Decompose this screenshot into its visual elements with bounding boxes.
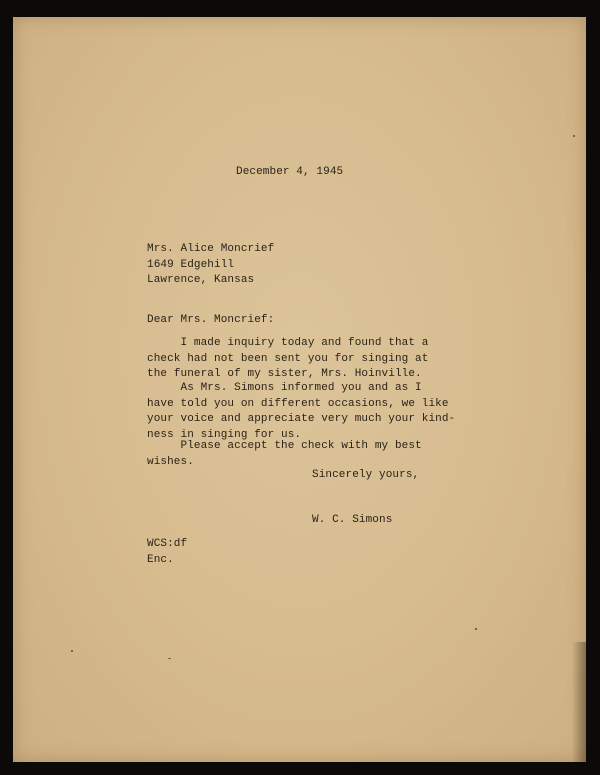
- complimentary-closing: Sincerely yours,: [312, 469, 420, 481]
- paper-speck: [71, 650, 73, 652]
- paragraph-line: the funeral of my sister, Mrs. Hoinville.: [147, 368, 422, 381]
- recipient-address: [147, 242, 274, 289]
- reference-initials: WCS:df: [147, 538, 188, 550]
- signer-name: W. C. Simons: [312, 514, 393, 526]
- paper-speck: [475, 628, 477, 630]
- paragraph-line: have told you on different occasions, we like: [147, 397, 449, 410]
- paper-speck: [168, 658, 171, 659]
- paragraph-line: As Mrs. Simons informed you and as I: [147, 382, 422, 394]
- paragraph-line: your voice and appreciate very much your kind-: [147, 413, 456, 426]
- salutation: Dear Mrs. Moncrief:: [147, 314, 275, 326]
- paragraph-line: I made inquiry today and found that a: [147, 337, 429, 349]
- paragraph-line: wishes.: [147, 455, 194, 468]
- enclosure-notation: Enc.: [147, 553, 174, 566]
- body-paragraph-1: [147, 336, 428, 383]
- paragraph-line: check had not been sent you for singing at: [147, 352, 429, 365]
- letter-page: [13, 17, 586, 762]
- recipient-street: 1649 Edgehill: [147, 258, 235, 271]
- paper-speck: [573, 135, 575, 137]
- body-paragraph-2: [147, 381, 455, 444]
- recipient-name: Mrs. Alice Moncrief: [147, 243, 275, 255]
- body-paragraph-3: [147, 439, 422, 470]
- paragraph-line: ness in singing for us.: [147, 429, 302, 442]
- letter-date: December 4, 1945: [236, 166, 344, 178]
- recipient-city: Lawrence, Kansas: [147, 274, 255, 287]
- reference-block: [147, 537, 187, 568]
- paragraph-line: Please accept the check with my best: [147, 440, 422, 452]
